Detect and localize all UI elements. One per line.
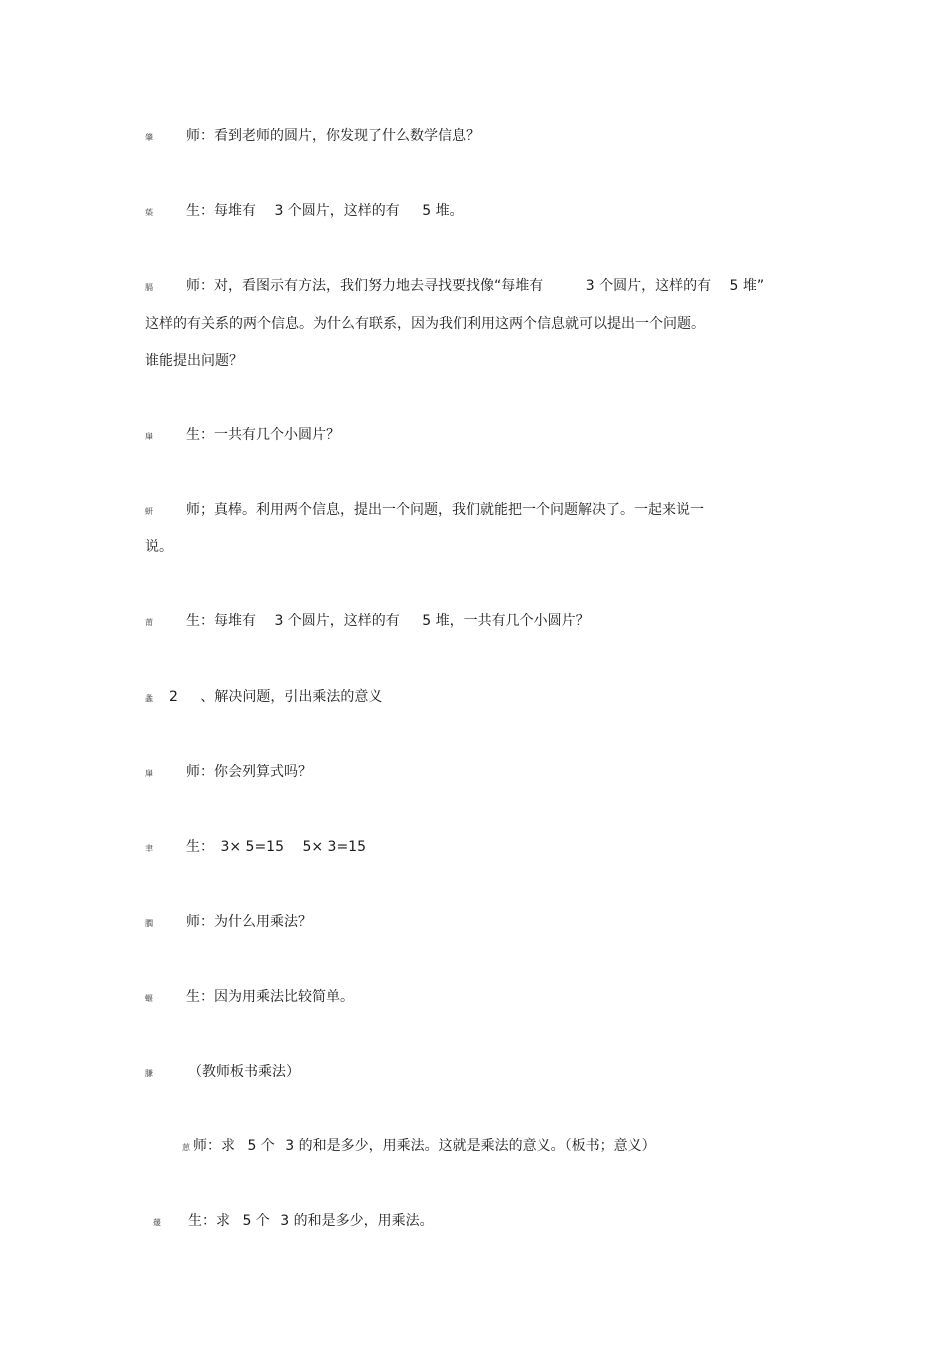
dialogue-line [0,610,950,634]
line-marker: 葸 [182,1143,190,1152]
dialogue-line [0,761,950,785]
line-text: 2 、解决问题，引出乘法的意义 [169,689,383,705]
line-marker: 肁 [145,432,153,441]
line-marker: 莆 [145,618,153,627]
line-text: 生：每堆有 3 个圆片，这样的有 5 堆，一共有几个小圆片？ [186,613,590,629]
dialogue-line [0,275,950,299]
line-text: 生：每堆有 3 个圆片，这样的有 5 堆。 [186,203,464,219]
line-marker: 膁 [145,1069,153,1078]
line-text: 生：一共有几个小圆片？ [186,427,340,443]
line-marker: 蝘 [145,994,153,1003]
line-marker: 蕿 [153,1218,161,1227]
dialogue-line [0,424,950,448]
dialogue-line [0,499,950,523]
continuation-line: 这样的有关系的两个信息。为什么有联系，因为我们利用这两个信息就可以提出一个问题。 [145,316,705,332]
dialogue-line [0,1061,950,1085]
dialogue-line [0,125,950,149]
section-heading [0,686,950,710]
continuation-line: 谁能提出问题？ [145,353,243,369]
line-text: 师：求 5 个 3 的和是多少，用乘法。这就是乘法的意义。（板书；意义） [193,1138,656,1154]
line-marker: 聿 [145,844,153,853]
line-text: 师；真棒。利用两个信息，提出一个问题，我们就能把一个问题解决了。一起来说一 [186,502,704,518]
dialogue-line [0,200,950,224]
line-marker: 膈 [145,283,153,292]
dialogue-line [0,911,950,935]
line-text: 师：为什么用乘法？ [186,914,312,930]
line-marker: 蚈 [145,507,153,516]
line-text: 生：因为用乘法比较简单。 [186,989,354,1005]
line-text: 生： 3× 5=15 5× 3=15 [186,839,366,855]
dialogue-line [0,836,950,860]
line-marker: 蒅 [145,208,153,217]
dialogue-line [0,1210,950,1234]
line-marker: 膶 [145,919,153,928]
line-text: 师：对，看图示有方法，我们努力地去寻找要找像“每堆有 3 个圆片，这样的有 5 堆” [186,278,765,294]
dialogue-line [0,1135,950,1159]
continuation-line: 说。 [145,539,173,555]
line-text: （教师板书乘法） [188,1064,300,1080]
line-marker: 肁 [145,769,153,778]
dialogue-line [0,986,950,1010]
line-marker: 螽 [145,694,153,703]
line-text: 生：求 5 个 3 的和是多少，用乘法。 [188,1213,434,1229]
line-text: 师：看到老师的圆片，你发现了什么数学信息？ [186,128,480,144]
line-text: 师：你会列算式吗？ [186,764,312,780]
line-marker: 肇 [145,133,153,142]
